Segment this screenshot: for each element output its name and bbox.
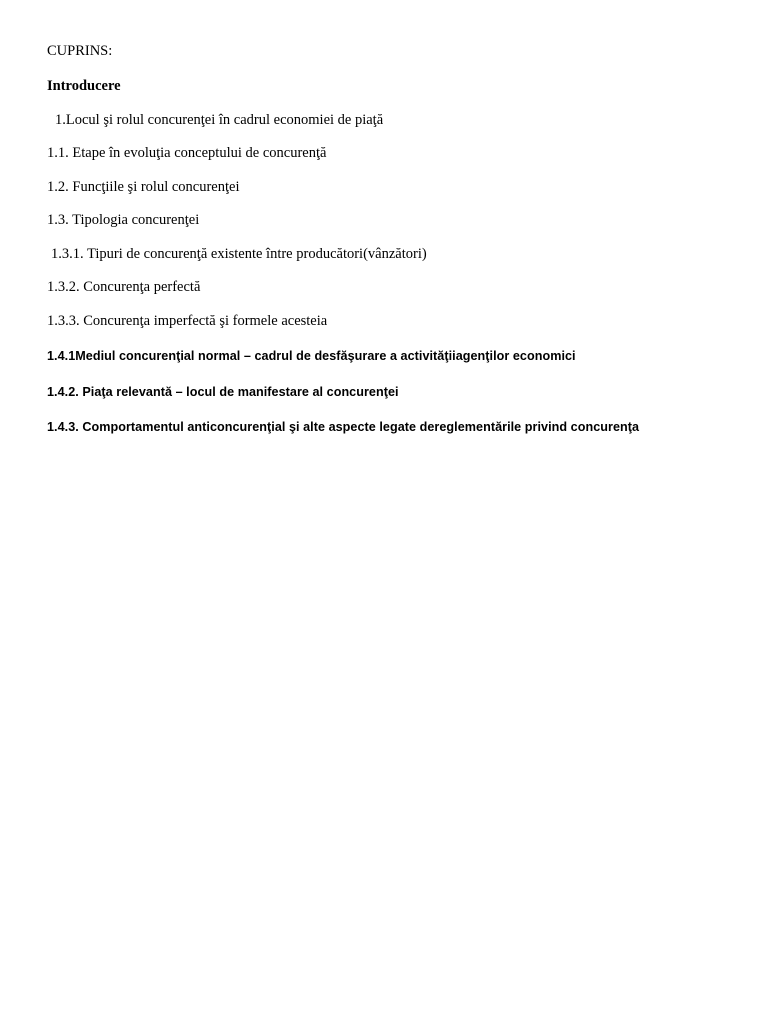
toc-entry-1-2: 1.2. Funcţiile şi rolul concurenţei [47,179,240,195]
toc-entry-1-3: 1.3. Tipologia concurenţei [47,212,200,228]
toc-entry-1-3-1: 1.3.1. Tipuri de concurenţă existente între producători(vânzători) [51,246,427,262]
toc-entry-1: 1.Locul şi rolul concurenţei în cadrul economiei de piaţă [55,112,384,128]
toc-entry-1-1: 1.1. Etape în evoluţia conceptului de concurenţă [47,145,327,161]
toc-entry-1-3-3: 1.3.3. Concurenţa imperfectă şi formele acesteia [47,313,328,329]
toc-entry-1-4-1: 1.4.1Mediul concurenţial normal – cadrul de desfăşurare a activităţiiagenţilor economici [47,349,576,363]
toc-introduction: Introducere [47,78,121,94]
toc-heading: CUPRINS: [47,43,113,59]
toc-entry-1-4-2: 1.4.2. Piaţa relevantă – locul de manifestare al concurenţei [47,385,399,399]
toc-entry-1-4-3: 1.4.3. Comportamentul anticoncurenţial şi alte aspecte legate dereglementările privind concurenţa [47,420,640,434]
toc-entry-1-3-2: 1.3.2. Concurenţa perfectă [47,279,201,295]
